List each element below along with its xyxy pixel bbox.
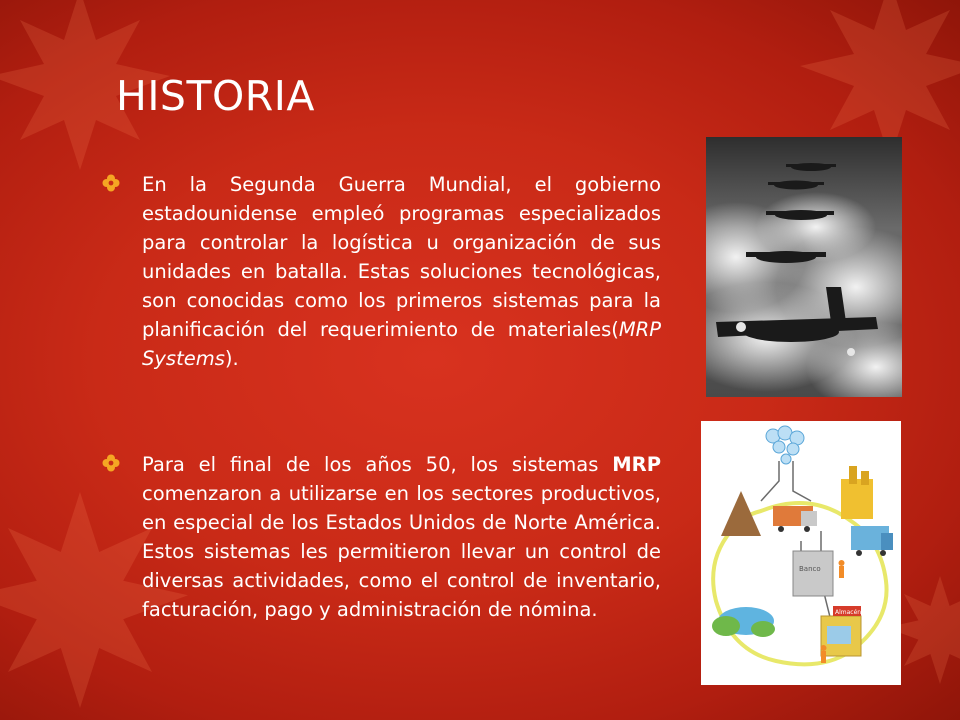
bullet-item-2 [102,450,662,624]
bullet-2-text-b: comenzaron a utilizarse en los sectores productivos, en especial de los Estados Unidos de Norte América. Estos sistemas les permitieron llevar un control de diversas actividades, como el control de inventario, facturación, pago y administración de nómina. [142,482,661,621]
bank-building-icon [793,551,833,596]
slide-title: HISTORIA [116,72,315,120]
bullet-1-italic-term: MRP Systems [142,318,661,370]
bullet-text-1 [142,170,661,373]
bullet-2-text-a: Para el final de los años 50, los sistemas [142,453,613,476]
bank-label: Banco [799,565,821,573]
flower-bullet-icon [102,450,142,624]
cloud-icon [766,426,804,464]
store-icon [821,606,861,656]
bullet-2-bold-term: MRP [612,453,661,476]
supply-chain-diagram [701,421,901,685]
warehouse-label: Almacén [835,609,862,616]
truck-icon [773,506,817,532]
ww2-aircraft-formation-photo [706,137,902,397]
bullet-1-text-b: ). [224,347,239,370]
delivery-truck-icon [851,526,893,556]
bullet-item-1 [102,170,662,373]
factory-icon [841,466,873,519]
flower-bullet-icon [102,170,142,373]
bullet-text-2 [142,450,661,624]
bullet-1-text-a: En la Segunda Guerra Mundial, el gobierno estadounidense empleó programas especializados para controlar la logística u organización de sus unidades en batalla. Estas soluciones tecnológicas, son conocidas como los primeros sistemas para la planificación del requerimiento de materiales( [142,173,661,341]
